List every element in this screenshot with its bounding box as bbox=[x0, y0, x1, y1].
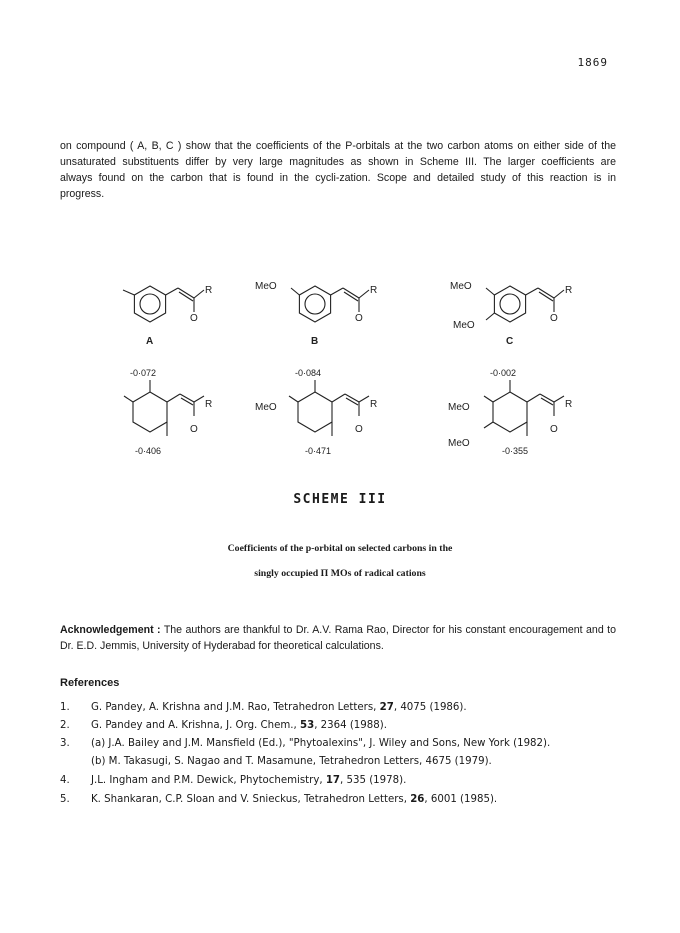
cation-a-top-coefficient: -0·072 bbox=[130, 368, 157, 378]
structure-b-label: B bbox=[311, 336, 319, 347]
cation-a-o: O bbox=[190, 424, 198, 435]
structure-c-meo-2: MeO bbox=[453, 320, 475, 331]
reference-text: J.L. Ingham and P.M. Dewick, Phytochemistry, 17, 535 (1978). bbox=[91, 775, 407, 786]
scheme-title: SCHEME III bbox=[293, 492, 387, 507]
scheme-iii-structures bbox=[90, 262, 610, 472]
page-number: 1869 bbox=[577, 56, 608, 69]
cation-b-r: R bbox=[370, 399, 378, 410]
cation-b-top-coefficient: -0·084 bbox=[295, 368, 322, 378]
reference-text: (a) J.A. Bailey and J.M. Mansfield (Ed.), "Phytoalexins", J. Wiley and Sons, New York (1982). bbox=[91, 738, 551, 749]
structure-b-o: O bbox=[355, 313, 363, 324]
structure-b-meo: MeO bbox=[255, 281, 277, 292]
structure-a-label: A bbox=[146, 336, 154, 347]
reference-text: G. Pandey and A. Krishna, J. Org. Chem., 53, 2364 (1988). bbox=[91, 720, 387, 731]
reference-number: 3. bbox=[60, 738, 70, 749]
scheme-caption-line-1: Coefficients of the p-orbital on selected carbons in the bbox=[227, 543, 453, 554]
cation-c-meo-2: MeO bbox=[448, 438, 470, 449]
structure-c-label: C bbox=[506, 336, 514, 347]
structure-a-o: O bbox=[190, 313, 198, 324]
structure-c-r: R bbox=[565, 285, 573, 296]
cation-b-meo: MeO bbox=[255, 402, 277, 413]
cation-c-meo-1: MeO bbox=[448, 402, 470, 413]
acknowledgement-heading: Acknowledgement : bbox=[60, 624, 161, 636]
scheme-caption-line-2: singly occupied Π MOs of radical cations bbox=[254, 568, 426, 579]
cation-a-bottom-coefficient: -0·406 bbox=[135, 446, 162, 456]
reference-text: G. Pandey, A. Krishna and J.M. Rao, Tetrahedron Letters, 27, 4075 (1986). bbox=[91, 702, 467, 713]
cation-c-r: R bbox=[565, 399, 573, 410]
references-heading: References bbox=[60, 677, 120, 689]
reference-text: K. Shankaran, C.P. Sloan and V. Snieckus, Tetrahedron Letters, 26, 6001 (1985). bbox=[91, 794, 498, 805]
structure-c-meo-1: MeO bbox=[450, 281, 472, 292]
acknowledgement-body: The authors are thankful to Dr. A.V. Rama Rao, Director for his constant encouragement and to Dr. E.D. Jemmis, University of Hyderabad for theoretical calculations. bbox=[60, 624, 616, 652]
cation-c-bottom-coefficient: -0·355 bbox=[502, 446, 529, 456]
structure-b-r: R bbox=[370, 285, 378, 296]
acknowledgement bbox=[60, 622, 616, 654]
reference-number: 1. bbox=[60, 702, 70, 713]
structure-c-o: O bbox=[550, 313, 558, 324]
cation-a-r: R bbox=[205, 399, 213, 410]
reference-number: 4. bbox=[60, 775, 70, 786]
reference-text: (b) M. Takasugi, S. Nagao and T. Masamune, Tetrahedron Letters, 4675 (1979). bbox=[91, 756, 492, 767]
reference-number: 2. bbox=[60, 720, 70, 731]
acknowledgement-text bbox=[60, 622, 616, 654]
reference-number: 5. bbox=[60, 794, 70, 805]
structure-a-r: R bbox=[205, 285, 213, 296]
body-paragraph-text: on compound ( A, B, C ) show that the coefficients of the P-orbitals at the two carbon atoms on either side of the unsaturated substituents differ by very large magnitudes as shown in Scheme III. The larger coefficients are always found on the carbon that is found in the cycli-zation. Scope and detailed study of this reaction is in progress. bbox=[60, 140, 616, 200]
body-paragraph bbox=[60, 138, 616, 202]
cation-b-bottom-coefficient: -0·471 bbox=[305, 446, 332, 456]
cation-c-o: O bbox=[550, 424, 558, 435]
cation-c-top-coefficient: -0·002 bbox=[490, 368, 517, 378]
cation-b-o: O bbox=[355, 424, 363, 435]
